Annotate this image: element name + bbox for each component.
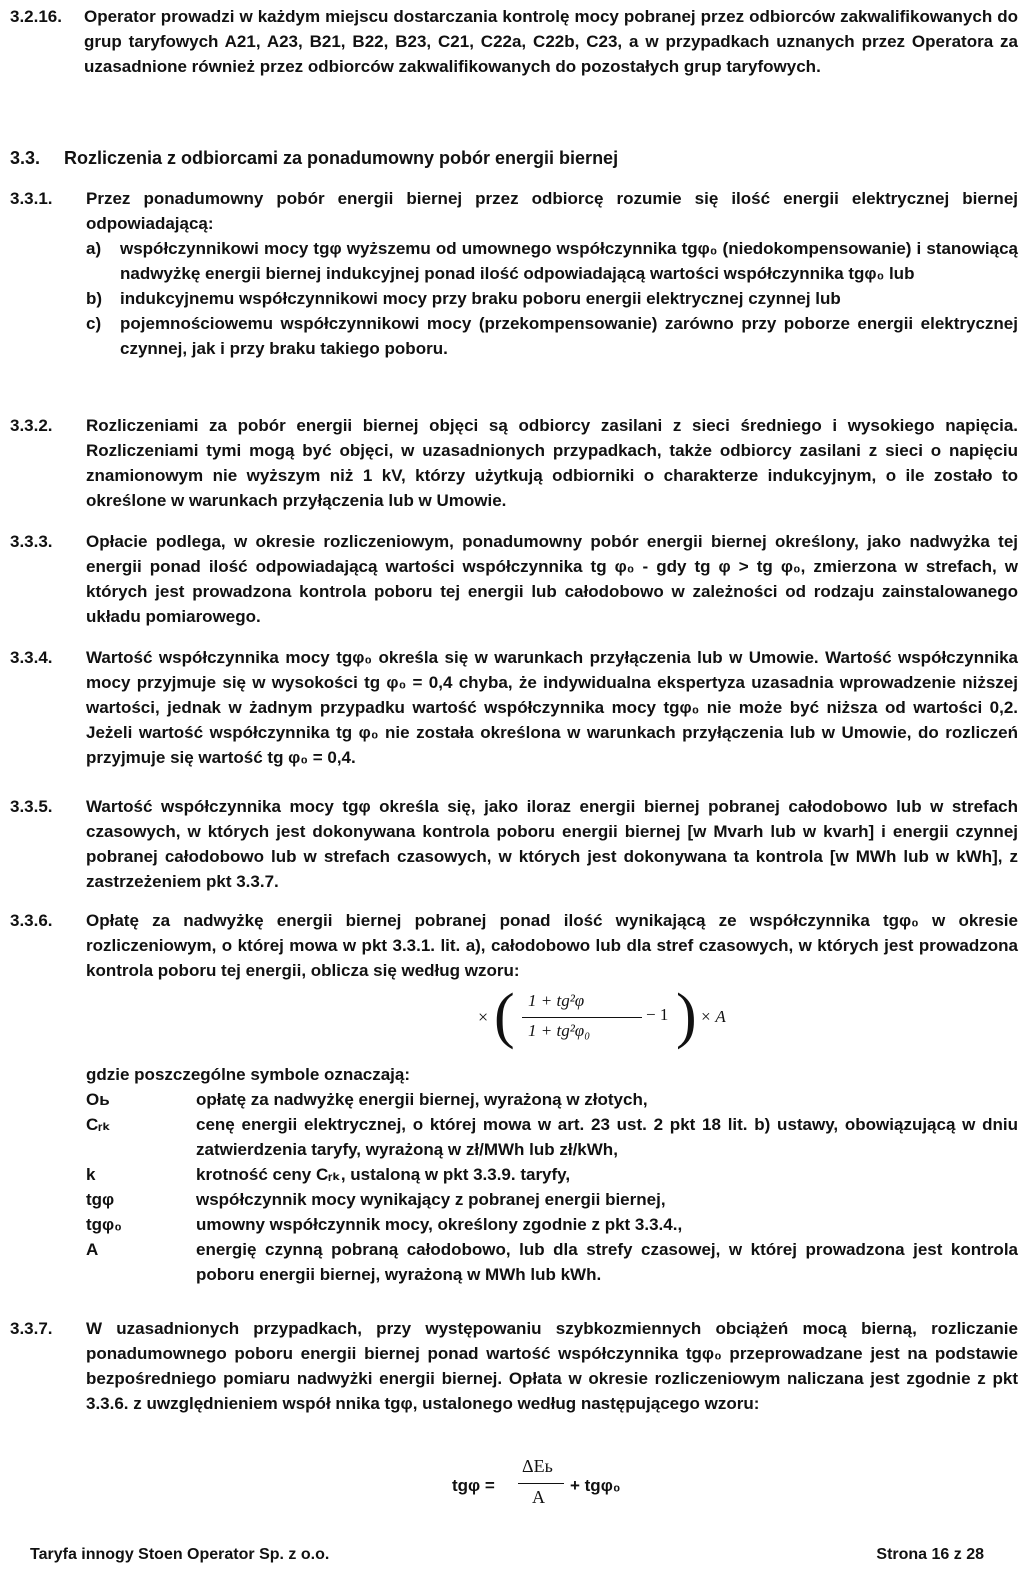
symbol-row [86,1187,1018,1212]
section-text: Opłacie podlega, w okresie rozliczeniowym, ponadumowny pobór energii biernej określony, jako nadwyżka tej energii ponad ilość odpowiadającą wartości współczynnika tg φ₀ - gdy tg φ > tg φ₀, zmierzona w strefach, w których jest prowadzona kontrola poboru tej energii lub całodobowo w zależności od rodzaju zainstalowanego układu pomiarowego. [86,532,1018,626]
footer-company: Taryfa innogy Stoen Operator Sp. z o.o. [30,1546,330,1563]
right-paren: ) [676,982,697,1050]
list-item [86,236,1018,286]
multiply-sign: × [478,1007,489,1027]
where-text: gdzie poszczególne symbole oznaczają: [86,1065,411,1084]
list-text: współczynnikowi mocy tgφ wyższemu od umownego współczynnika tgφ₀ (niedokompensowanie) i stanowiącą nadwyżkę energii biernej indukcyjnej ponad ilość odpowiadającą wartości współczynnika tgφ₀ lub [120,239,1018,283]
list-label: c) [86,314,102,333]
symbol-row [86,1237,1018,1287]
section-3-3-3 [10,529,1018,629]
section-text: Przez ponadumowny pobór energii biernej przez odbiorcę rozumie się ilość energii elektrycznej biernej odpowiadającą: [86,189,1018,233]
section-3-3-6 [10,908,1018,983]
symbol: tgφ₀ [86,1215,122,1234]
section-number: 3.3.4. [10,648,53,667]
symbol: tgφ [86,1190,115,1209]
denominator: A [532,1487,545,1507]
section-heading-3-3 [10,146,1018,171]
formula-tg-phi [452,1456,672,1520]
symbol-definition: współczynnik mocy wynikający z pobranej energii biernej, [196,1190,666,1209]
symbol: Cᵣₖ [86,1115,111,1134]
section-number: 3.3. [10,148,41,168]
section-text: Wartość współczynnika mocy tgφ określa się, jako iloraz energii biernej pobranej całodobowo lub w strefach czasowych, w których jest dokonywana kontrola poboru energii biernej [w Mvarh lub w kvarh] i energii czynnej pobranej całodobowo lub w strefach czasowych, w których jest dokonywana ta kontrola [w MWh lub w kWh], z zastrzeżeniem pkt 3.3.7. [86,797,1018,891]
numerator: 1 + tg²φ [528,991,585,1010]
section-number: 3.3.3. [10,532,53,551]
section-3-3-5 [10,794,1018,894]
formula-rhs: + tgφ₀ [570,1476,621,1495]
section-3-3-1 [10,186,1018,361]
fraction-bar [518,1483,564,1484]
list-item [86,311,1018,361]
times-a: × A [700,1007,726,1026]
symbol-definition: energię czynną pobraną całodobowo, lub dla strefy czasowej, w której prowadzona jest kontrola poboru energii biernej, wyrażoną w MWh lub kWh. [196,1240,1018,1284]
section-3-3-4 [10,645,1018,770]
symbol-row [86,1087,1018,1112]
symbol-definition: krotność ceny Cᵣₖ, ustaloną w pkt 3.3.9. taryfy, [196,1165,571,1184]
denominator: 1 + tg²φ₀ [528,1021,591,1040]
symbol-row [86,1162,1018,1187]
section-number: 3.2.16. [10,7,62,26]
section-number: 3.3.1. [10,189,53,208]
list-label: a) [86,239,102,258]
symbol-definition: opłatę za nadwyżkę energii biernej, wyrażoną w złotych, [196,1090,648,1109]
section-text: Wartość współczynnika mocy tgφ₀ określa się w warunkach przyłączenia lub w Umowie. Wartość współczynnika mocy przyjmuje się w wysokości tg φ₀ = 0,4 chyba, że indywidualna ekspertyza uzasadnia wprowadzenie niższej wartości, jednak w żadnym przypadku wartość współczynnika mocy tgφ₀ nie może być niższa od wartości 0,2. Jeżeli wartość współczynnika tg φ₀ nie została określona w warunkach przyłączenia lub w Umowie, do rozliczeń przyjmuje się wartość tg φ₀ = 0,4. [86,648,1018,767]
page-number: Strona 16 z 28 [876,1546,984,1563]
numerator: ΔEь [522,1456,553,1476]
symbols-legend [10,1062,1018,1287]
section-text: W uzasadnionych przypadkach, przy występowaniu szybkozmiennych obciążeń mocą bierną, rozliczanie ponadumownego poboru energii biernej ponad wartość współczynnika tgφ₀ przeprowadzane jest na podstawie bezpośredniego pomiaru nadwyżki energii biernej. Opłata w okresie rozliczeniowym naliczana jest zgodnie z pkt 3.3.6. z uwzględnieniem współ nnika tgφ, ustalonego według następującego wzoru: [86,1319,1018,1413]
section-3-3-7 [10,1316,1018,1416]
list-item [86,286,1018,311]
symbol: Oь [86,1090,110,1109]
list-text: pojemnościowemu współczynnikowi mocy (przekompensowanie) zarówno przy poborze energii elektrycznej czynnej, jak i przy braku takiego poboru. [120,314,1018,358]
symbol-row [86,1212,1018,1237]
symbol: A [86,1240,99,1259]
section-number: 3.3.7. [10,1319,53,1338]
section-text: Rozliczeniami za pobór energii biernej objęci są odbiorcy zasilani z sieci średniego i wysokiego napięcia. Rozliczeniami tymi mogą być objęci, w uzasadnionych przypadkach, także odbiorcy zasilani z sieci o napięciu znamionowym nie wyższym niż 1 kV, którzy użytkują odbiorniki o charakterze indukcyjnym, o ile zostało to określone w warunkach przyłączenia lub w Umowie. [86,416,1018,510]
formula-overage-fee [478,982,748,1055]
section-number: 3.3.6. [10,911,53,930]
fraction-bar [522,1017,642,1018]
section-text: Opłatę za nadwyżkę energii biernej pobranej ponad ilość wynikającą ze współczynnika tgφ₀ w okresie rozliczeniowym, o której mowa w pkt 3.3.1. lit. a), całodobowo lub dla stref czasowych, w których jest prowadzona kontrola poboru tej energii, oblicza się według wzoru: [86,911,1018,980]
section-number: 3.3.5. [10,797,53,816]
left-paren: ( [494,982,515,1050]
symbol-row [86,1112,1018,1162]
section-title: Rozliczenia z odbiorcami za ponadumowny pobór energii biernej [64,148,619,168]
section-number: 3.3.2. [10,416,53,435]
section-text: Operator prowadzi w każdym miejscu dostarczania kontrolę mocy pobranej przez odbiorców zakwalifikowanych do grup taryfowych A21, A23, B21, B22, B23, C21, C22a, C22b, C23, a w przypadkach uznanych przez Operatora za uzasadnione również przez odbiorców zakwalifikowanych do pozostałych grup taryfowych. [84,7,1018,76]
section-3-2-16 [10,4,1018,79]
symbol-definition: cenę energii elektrycznej, o której mowa w art. 23 ust. 2 pkt 18 lit. b) ustawy, obowiązującą w dniu zatwierdzenia taryfy, wyrażoną w zł/MWh lub zł/kWh, [196,1115,1018,1159]
list-text: indukcyjnemu współczynnikowi mocy przy braku poboru energii elektrycznej czynnej lub [120,289,841,308]
minus-one: − 1 [646,1005,669,1024]
symbol: k [86,1165,96,1184]
list-label: b) [86,289,103,308]
page-footer [30,1546,984,1564]
section-3-3-2 [10,413,1018,513]
formula-lhs: tgφ = [452,1476,495,1495]
symbol-definition: umowny współczynnik mocy, określony zgodnie z pkt 3.3.4., [196,1215,683,1234]
